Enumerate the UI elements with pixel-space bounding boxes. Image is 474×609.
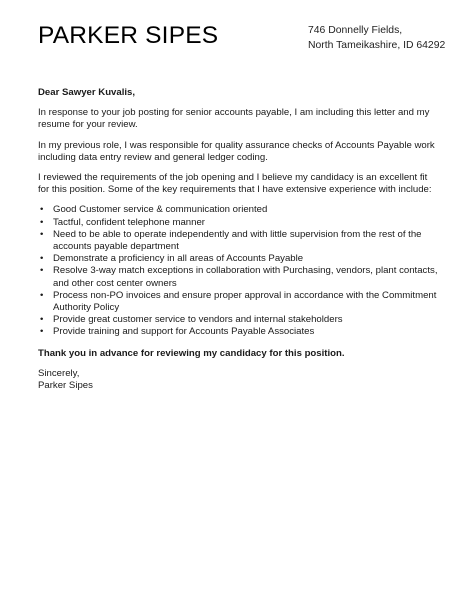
bullet-icon: •	[40, 253, 44, 265]
list-item-text: Provide training and support for Accounts Payable Associates	[53, 326, 315, 338]
list-item	[38, 229, 438, 253]
list-item	[38, 204, 438, 216]
closing-statement: Thank you in advance for reviewing my candidacy for this position.	[38, 347, 345, 359]
intro-paragraph: In response to your job posting for senior accounts payable, I am including this letter and my resume for your review.	[38, 107, 430, 131]
list-item	[38, 253, 438, 265]
list-item-text: Resolve 3-way match exceptions in collaboration with Purchasing, vendors, plant contacts, and other cost center owners	[53, 265, 438, 289]
list-item-text: Process non-PO invoices and ensure proper approval in accordance with the Commitment Authority Policy	[53, 289, 437, 314]
list-item-text: Demonstrate a proficiency in all areas of Accounts Payable	[53, 253, 304, 265]
bullet-icon: •	[40, 265, 44, 277]
experience-paragraph: In my previous role, I was responsible for quality assurance checks of Accounts Payable work including data entry review and general ledger coding.	[38, 139, 435, 163]
applicant-name: PARKER SIPES	[38, 22, 219, 49]
address-line-1: 746 Donnelly Fields,	[308, 25, 403, 36]
signoff: Sincerely,	[38, 367, 80, 379]
list-item	[38, 290, 438, 314]
bullet-icon: •	[40, 314, 44, 326]
list-item	[38, 326, 438, 338]
signature-name: Parker Sipes	[38, 380, 93, 392]
list-item	[38, 217, 438, 229]
requirements-intro-paragraph: I reviewed the requirements of the job opening and I believe my candidacy is an excellent fit for this position. Some of the key requirements that I have extensive experience with include:	[38, 172, 432, 196]
salutation: Dear Sawyer Kuvalis,	[38, 87, 136, 98]
applicant-address	[308, 24, 445, 53]
letter-body	[38, 87, 438, 392]
bullet-icon: •	[40, 228, 44, 240]
list-item	[38, 314, 438, 326]
bullet-icon: •	[40, 204, 44, 216]
address-line-2: North Tameikashire, ID 64292	[308, 39, 446, 51]
list-item-text: Need to be able to operate independently and with little supervision from the rest of the accounts payable department	[53, 228, 422, 253]
bullet-icon: •	[40, 326, 44, 338]
list-item-text: Provide great customer service to vendors and internal stakeholders	[53, 314, 343, 326]
letter-header	[38, 22, 446, 62]
requirements-list	[38, 204, 438, 338]
bullet-icon: •	[40, 289, 44, 301]
bullet-icon: •	[40, 216, 44, 228]
list-item	[38, 265, 438, 289]
list-item-text: Good Customer service & communication oriented	[53, 204, 268, 216]
list-item-text: Tactful, confident telephone manner	[53, 216, 206, 228]
